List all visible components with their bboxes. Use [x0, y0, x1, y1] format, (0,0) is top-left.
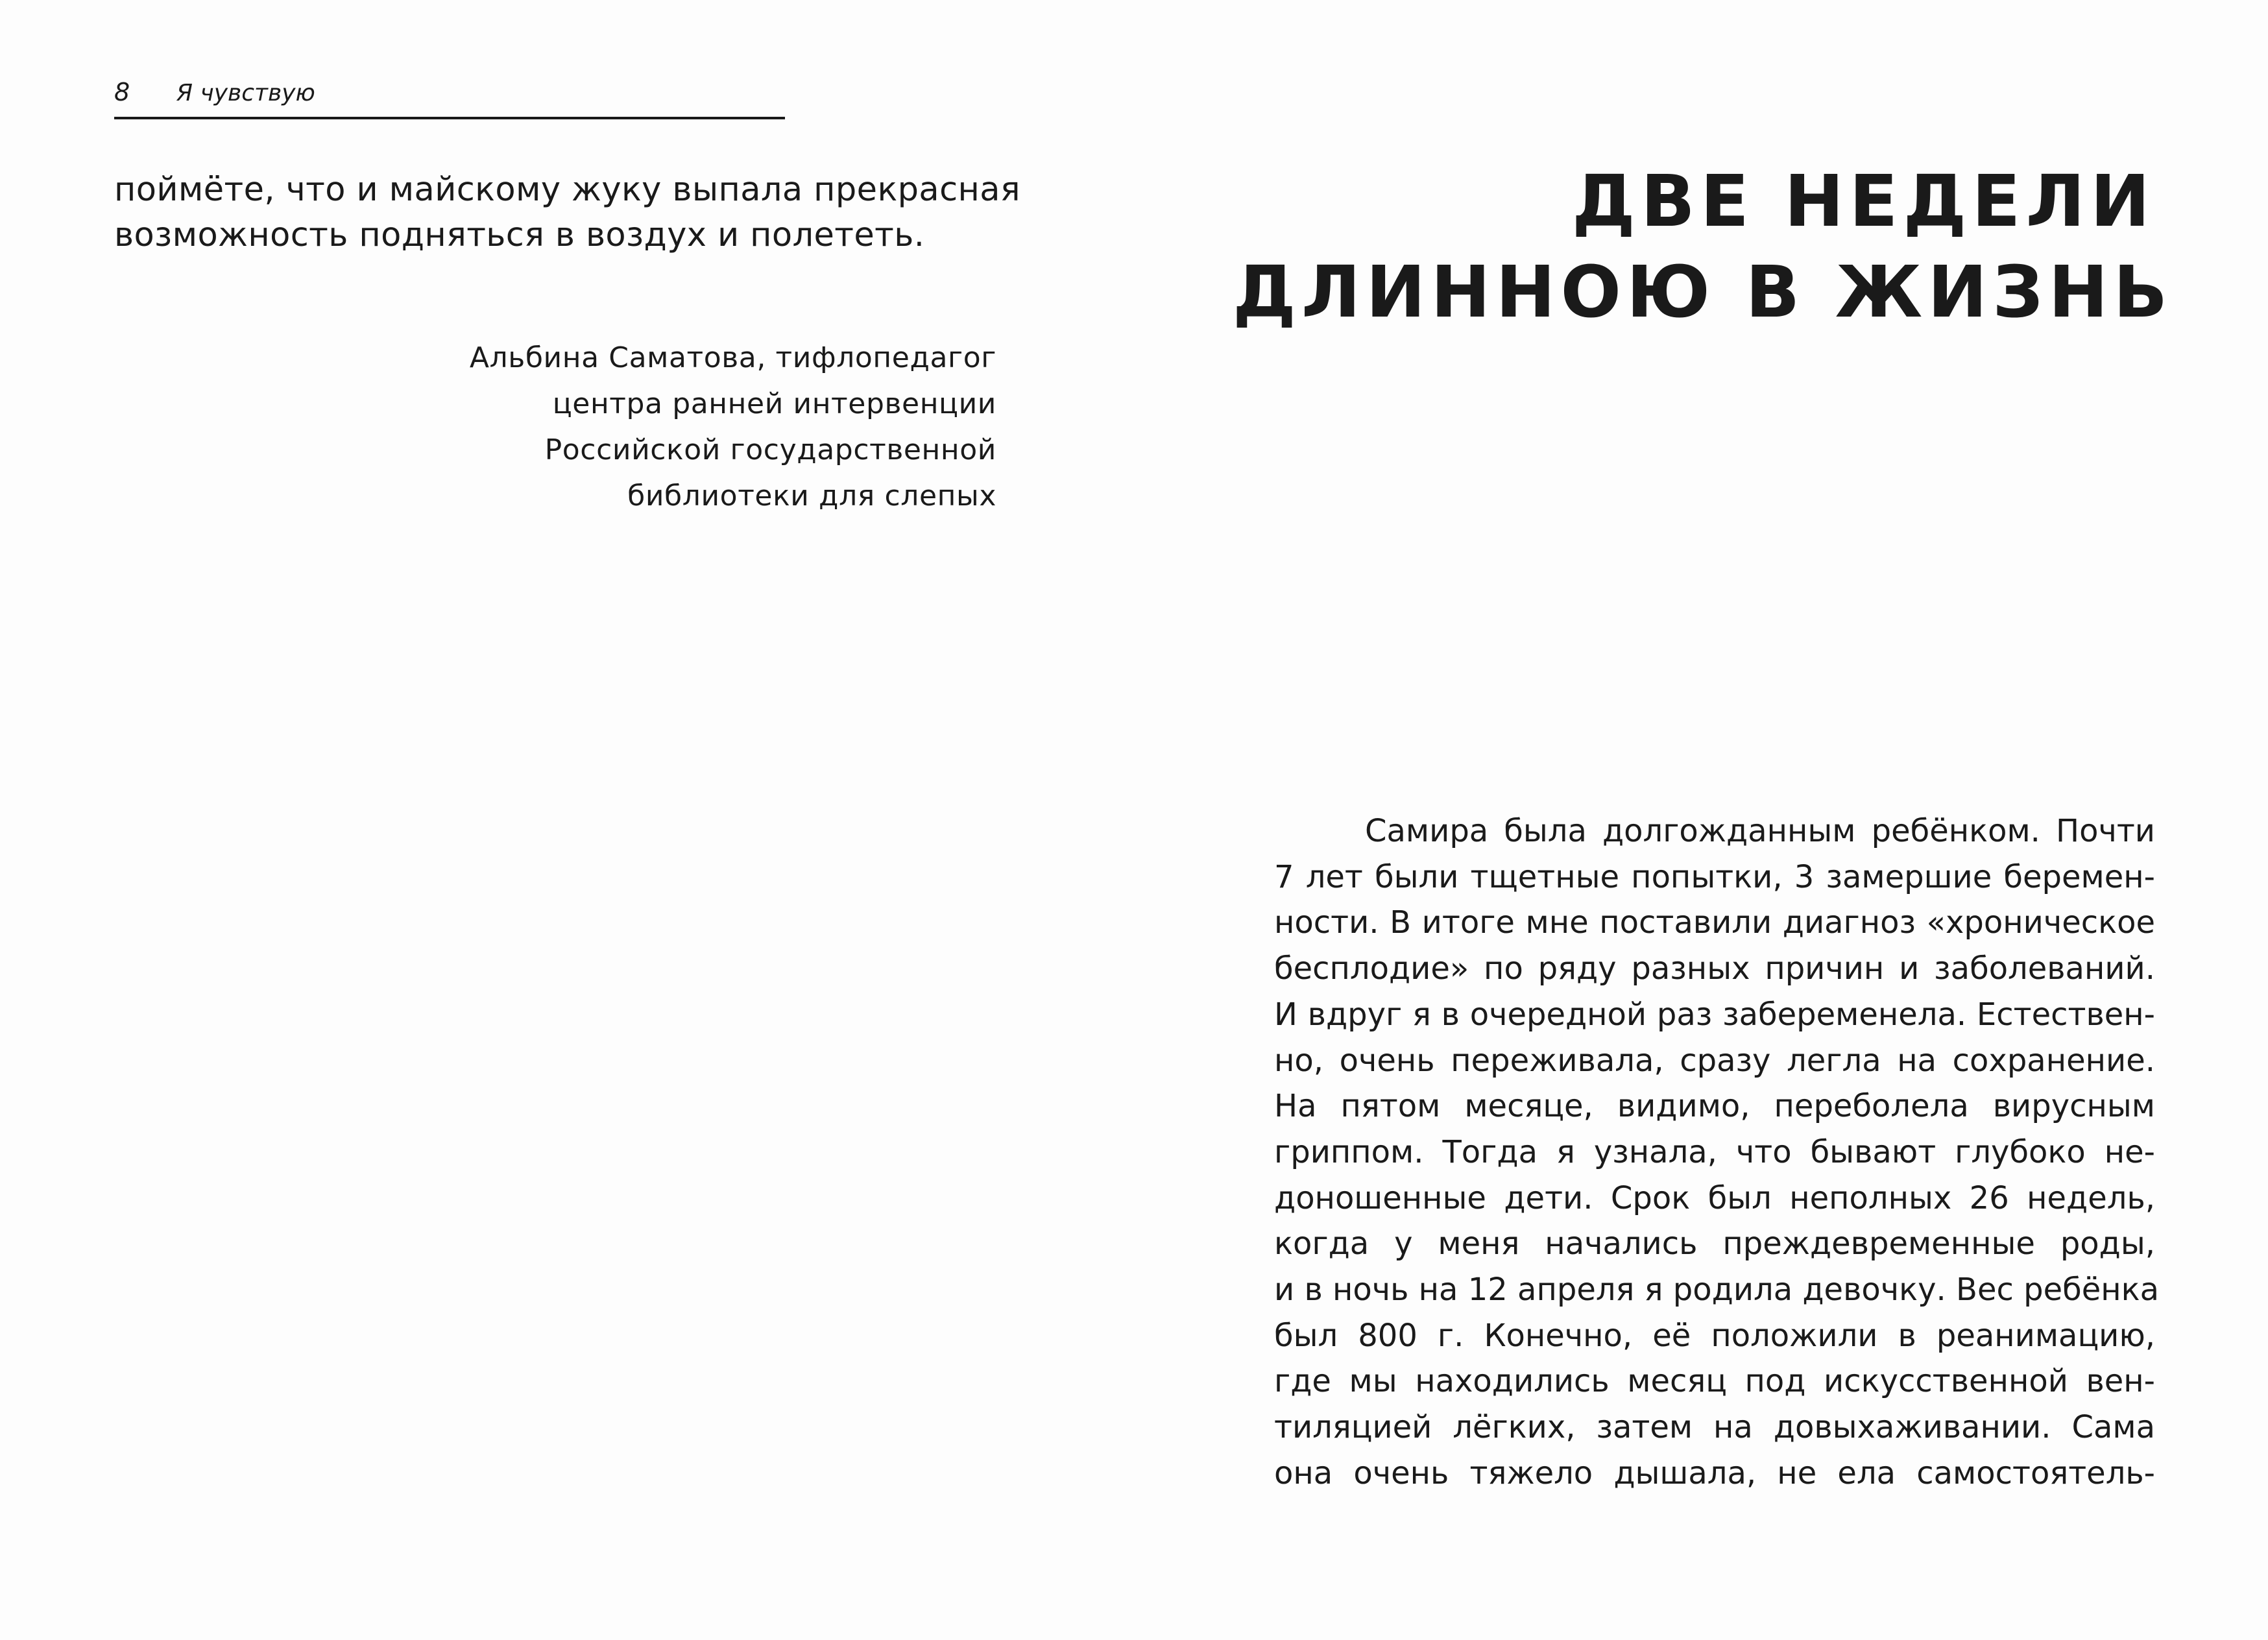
body-line: 7 лет были тщетные попытки, 3 замершие беремен- [1274, 858, 2155, 895]
attribution-line: Российской государственной [544, 433, 996, 466]
body-line: где мы находились месяц под искусственной вен- [1274, 1363, 2155, 1400]
attribution-line: библиотеки для слепых [627, 479, 996, 512]
body-line: возможность подняться в воздух и полететь. [114, 216, 925, 254]
body-line: поймёте, что и майскому жуку выпала прекрасная [114, 171, 1020, 209]
body-line: когда у меня начались преждевременные роды, [1274, 1225, 2155, 1262]
body-line: ности. В итоге мне поставили диагноз «хроническое [1274, 904, 2155, 941]
body-line: На пятом месяце, видимо, переболела вирусным [1274, 1088, 2155, 1125]
left-page-body [114, 167, 1020, 258]
body-line: Самира была долгожданным ребёнком. Почти [1365, 813, 2155, 849]
running-head-rule [114, 117, 785, 119]
body-line: И вдруг я в очередной раз забеременела. Естествен- [1274, 996, 2155, 1033]
right-page-body [1274, 808, 2160, 1497]
body-line: гриппом. Тогда я узнала, что бывают глубоко не- [1274, 1133, 2155, 1170]
body-line: доношенные дети. Срок был неполных 26 недель, [1274, 1179, 2155, 1216]
body-line: она очень тяжело дышала, не ела самостоятель- [1274, 1454, 2155, 1491]
chapter-title [1233, 156, 2173, 337]
running-head [114, 66, 784, 118]
body-line: был 800 г. Конечно, её положили в реанимацию, [1274, 1317, 2155, 1354]
page-number: 8 [114, 78, 130, 106]
chapter-title-line: ДВЕ НЕДЕЛИ [1572, 160, 2155, 243]
attribution-line: центра ранней интервенции [552, 387, 996, 420]
chapter-title-line: ДЛИННОЮ В ЖИЗНЬ [1233, 250, 2173, 333]
body-line: бесплодие» по ряду разных причин и заболеваний. [1274, 950, 2155, 987]
body-line: но, очень переживала, сразу легла на сохранение. [1274, 1042, 2155, 1079]
attribution-line: Альбина Саматова, тифлопедагог [469, 341, 996, 374]
body-line: и в ночь на 12 апреля я родила девочку. Вес ребёнка [1274, 1272, 2160, 1308]
running-head-title: Я чувствую [176, 80, 315, 106]
attribution [195, 335, 996, 519]
body-line: тиляцией лёгких, затем на довыхаживании. Сама [1274, 1409, 2155, 1446]
